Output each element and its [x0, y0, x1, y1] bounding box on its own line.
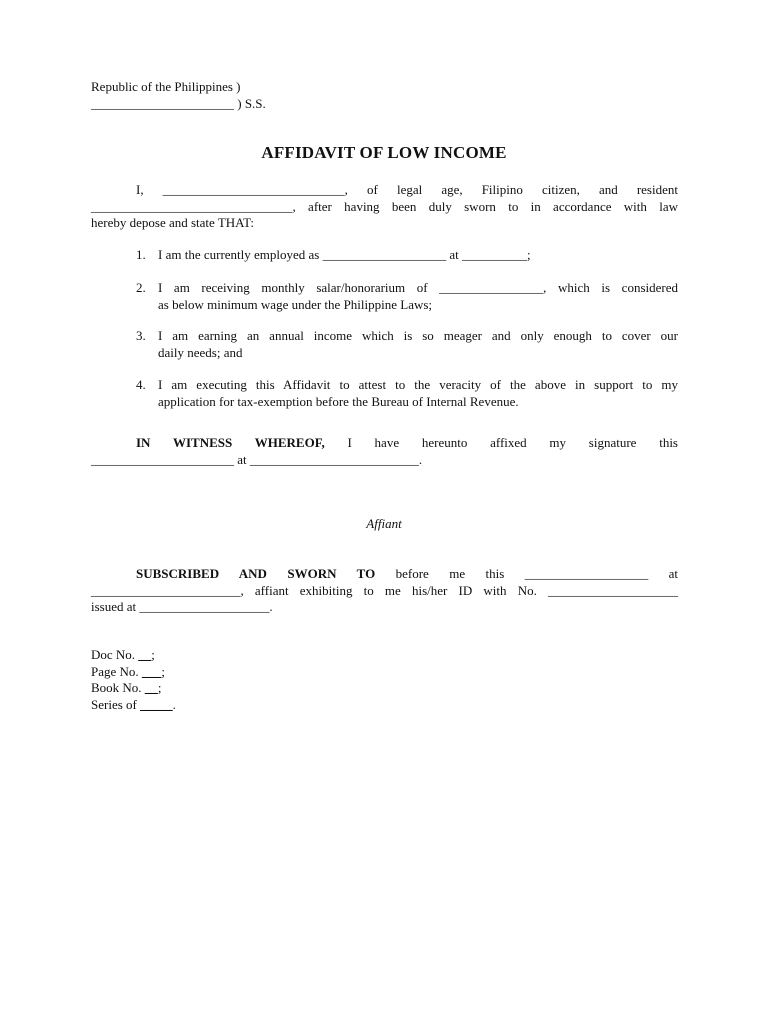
notary-register — [91, 647, 678, 713]
item-line: I am earning an annual income which is so meager and only enough to cover our — [158, 328, 678, 343]
document-title: AFFIDAVIT OF LOW INCOME — [261, 143, 507, 162]
venue-header — [91, 79, 678, 112]
intro-line-1: I, ____________________________, of legal age, Filipino citizen, and resident — [136, 182, 678, 197]
book-no-label: Book No. — [91, 680, 145, 695]
item-number: 1. — [136, 247, 146, 262]
list-item — [136, 377, 678, 410]
page-no-line — [91, 664, 678, 681]
witness-paragraph — [91, 435, 678, 468]
subscribed-line-1 — [91, 566, 678, 583]
intro-paragraph — [91, 182, 678, 232]
witness-text: I have hereunto affixed my signature this — [324, 435, 678, 450]
item-line: application for tax-exemption before the Bureau of Internal Revenue. — [158, 393, 519, 409]
subscribed-line-2: _______________________, affiant exhibiting to me his/her ID with No. ____________________ — [91, 582, 678, 598]
page-no-label: Page No. — [91, 663, 142, 679]
item-line: as below minimum wage under the Philippine Laws; — [158, 296, 433, 312]
doc-no-line — [91, 647, 678, 664]
book-no-end: ; — [157, 680, 162, 695]
item-line: I am the currently employed as ___________________ at __________; — [158, 247, 531, 262]
doc-no-end: ; — [151, 647, 155, 662]
subscribed-line-3: issued at ____________________. — [91, 599, 273, 614]
list-item — [136, 247, 678, 264]
republic-line: Republic of the Philippines ) — [91, 79, 241, 94]
ss-line: ______________________ ) S.S. — [91, 95, 266, 111]
witness-heading: IN WITNESS WHEREOF, — [136, 435, 325, 450]
list-item — [136, 280, 678, 313]
series-blank: _____ — [140, 696, 173, 712]
series-label: Series of — [91, 696, 141, 712]
subscribed-heading: SUBSCRIBED AND SWORN TO — [136, 566, 376, 581]
series-end: . — [172, 696, 176, 712]
witness-line-1 — [91, 435, 678, 452]
item-line: I am receiving monthly salar/honorarium of ________________, which is considered — [158, 280, 678, 295]
subscribed-paragraph — [91, 566, 678, 616]
affiant-label: Affiant — [366, 516, 402, 531]
item-number: 3. — [136, 328, 146, 343]
item-line: I am executing this Affidavit to attest to the veracity of the above in support to my — [158, 377, 678, 392]
item-number: 4. — [136, 377, 146, 392]
series-line — [91, 697, 678, 714]
doc-no-blank: __ — [138, 647, 152, 662]
intro-line-2: _______________________________, after having been duly sworn to in accordance with law — [91, 198, 678, 214]
witness-line-2: ______________________ at __________________________. — [91, 451, 423, 467]
subscribed-text: before me this ___________________ at — [375, 566, 678, 581]
item-line: daily needs; and — [158, 344, 243, 360]
page-no-end: ; — [161, 663, 166, 679]
book-no-line — [91, 680, 678, 697]
intro-line-3: hereby depose and state THAT: — [91, 215, 255, 230]
list-item — [136, 328, 678, 361]
page-no-blank: ___ — [141, 663, 162, 679]
book-no-blank: __ — [144, 680, 158, 695]
doc-no-label: Doc No. — [91, 647, 139, 662]
item-number: 2. — [136, 280, 146, 295]
